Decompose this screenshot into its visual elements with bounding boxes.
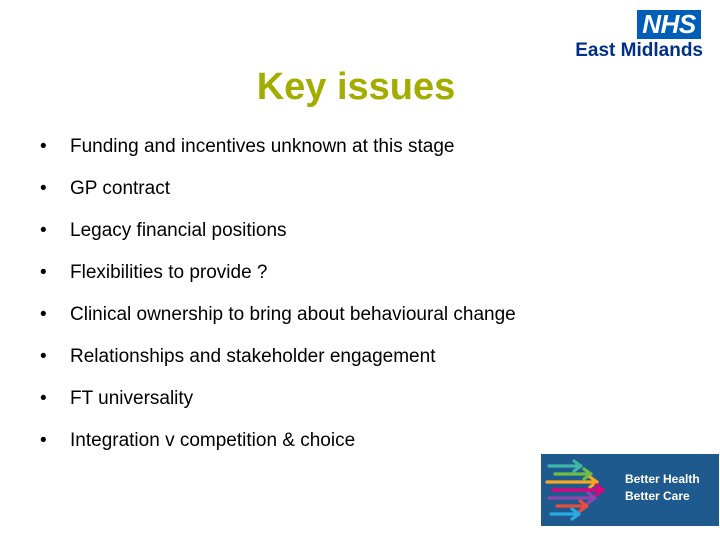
bullet-dot: •: [40, 346, 47, 367]
bullet-item: [40, 420, 516, 462]
better-health-better-care-text: [625, 471, 700, 505]
bullet-list: [40, 126, 516, 462]
bullet-text: Integration v competition & choice: [70, 430, 356, 451]
better-health-better-care-logo: [541, 454, 719, 526]
bullet-dot: •: [40, 388, 47, 409]
footer-logo-line2: Better Care: [625, 489, 690, 503]
bullet-text: FT universality: [70, 388, 194, 409]
bullet-text: Legacy financial positions: [70, 220, 287, 241]
bullet-dot: •: [40, 262, 47, 283]
arrows-icon: [541, 454, 621, 526]
bullet-item: [40, 294, 516, 336]
nhs-logo: [571, 10, 703, 60]
bullet-item: [40, 336, 516, 378]
nhs-region-name: East Midlands: [575, 40, 703, 61]
nhs-mark: NHS: [637, 10, 701, 39]
bullet-dot: •: [40, 136, 47, 157]
bullet-text: Flexibilities to provide ?: [70, 262, 268, 283]
bullet-dot: •: [40, 304, 47, 325]
bullet-dot: •: [40, 178, 47, 199]
bullet-dot: •: [40, 220, 47, 241]
slide-title: Key issues: [256, 66, 456, 108]
bullet-item: [40, 168, 516, 210]
bullet-item: [40, 378, 516, 420]
bullet-text: Clinical ownership to bring about behavioural change: [70, 304, 516, 325]
bullet-text: Relationships and stakeholder engagement: [70, 346, 436, 367]
bullet-item: [40, 210, 516, 252]
bullet-text: GP contract: [70, 178, 170, 199]
footer-logo-line1: Better Health: [625, 472, 700, 486]
bullet-item: [40, 126, 516, 168]
bullet-text: Funding and incentives unknown at this stage: [70, 136, 455, 157]
bullet-dot: •: [40, 430, 47, 451]
bullet-item: [40, 252, 516, 294]
